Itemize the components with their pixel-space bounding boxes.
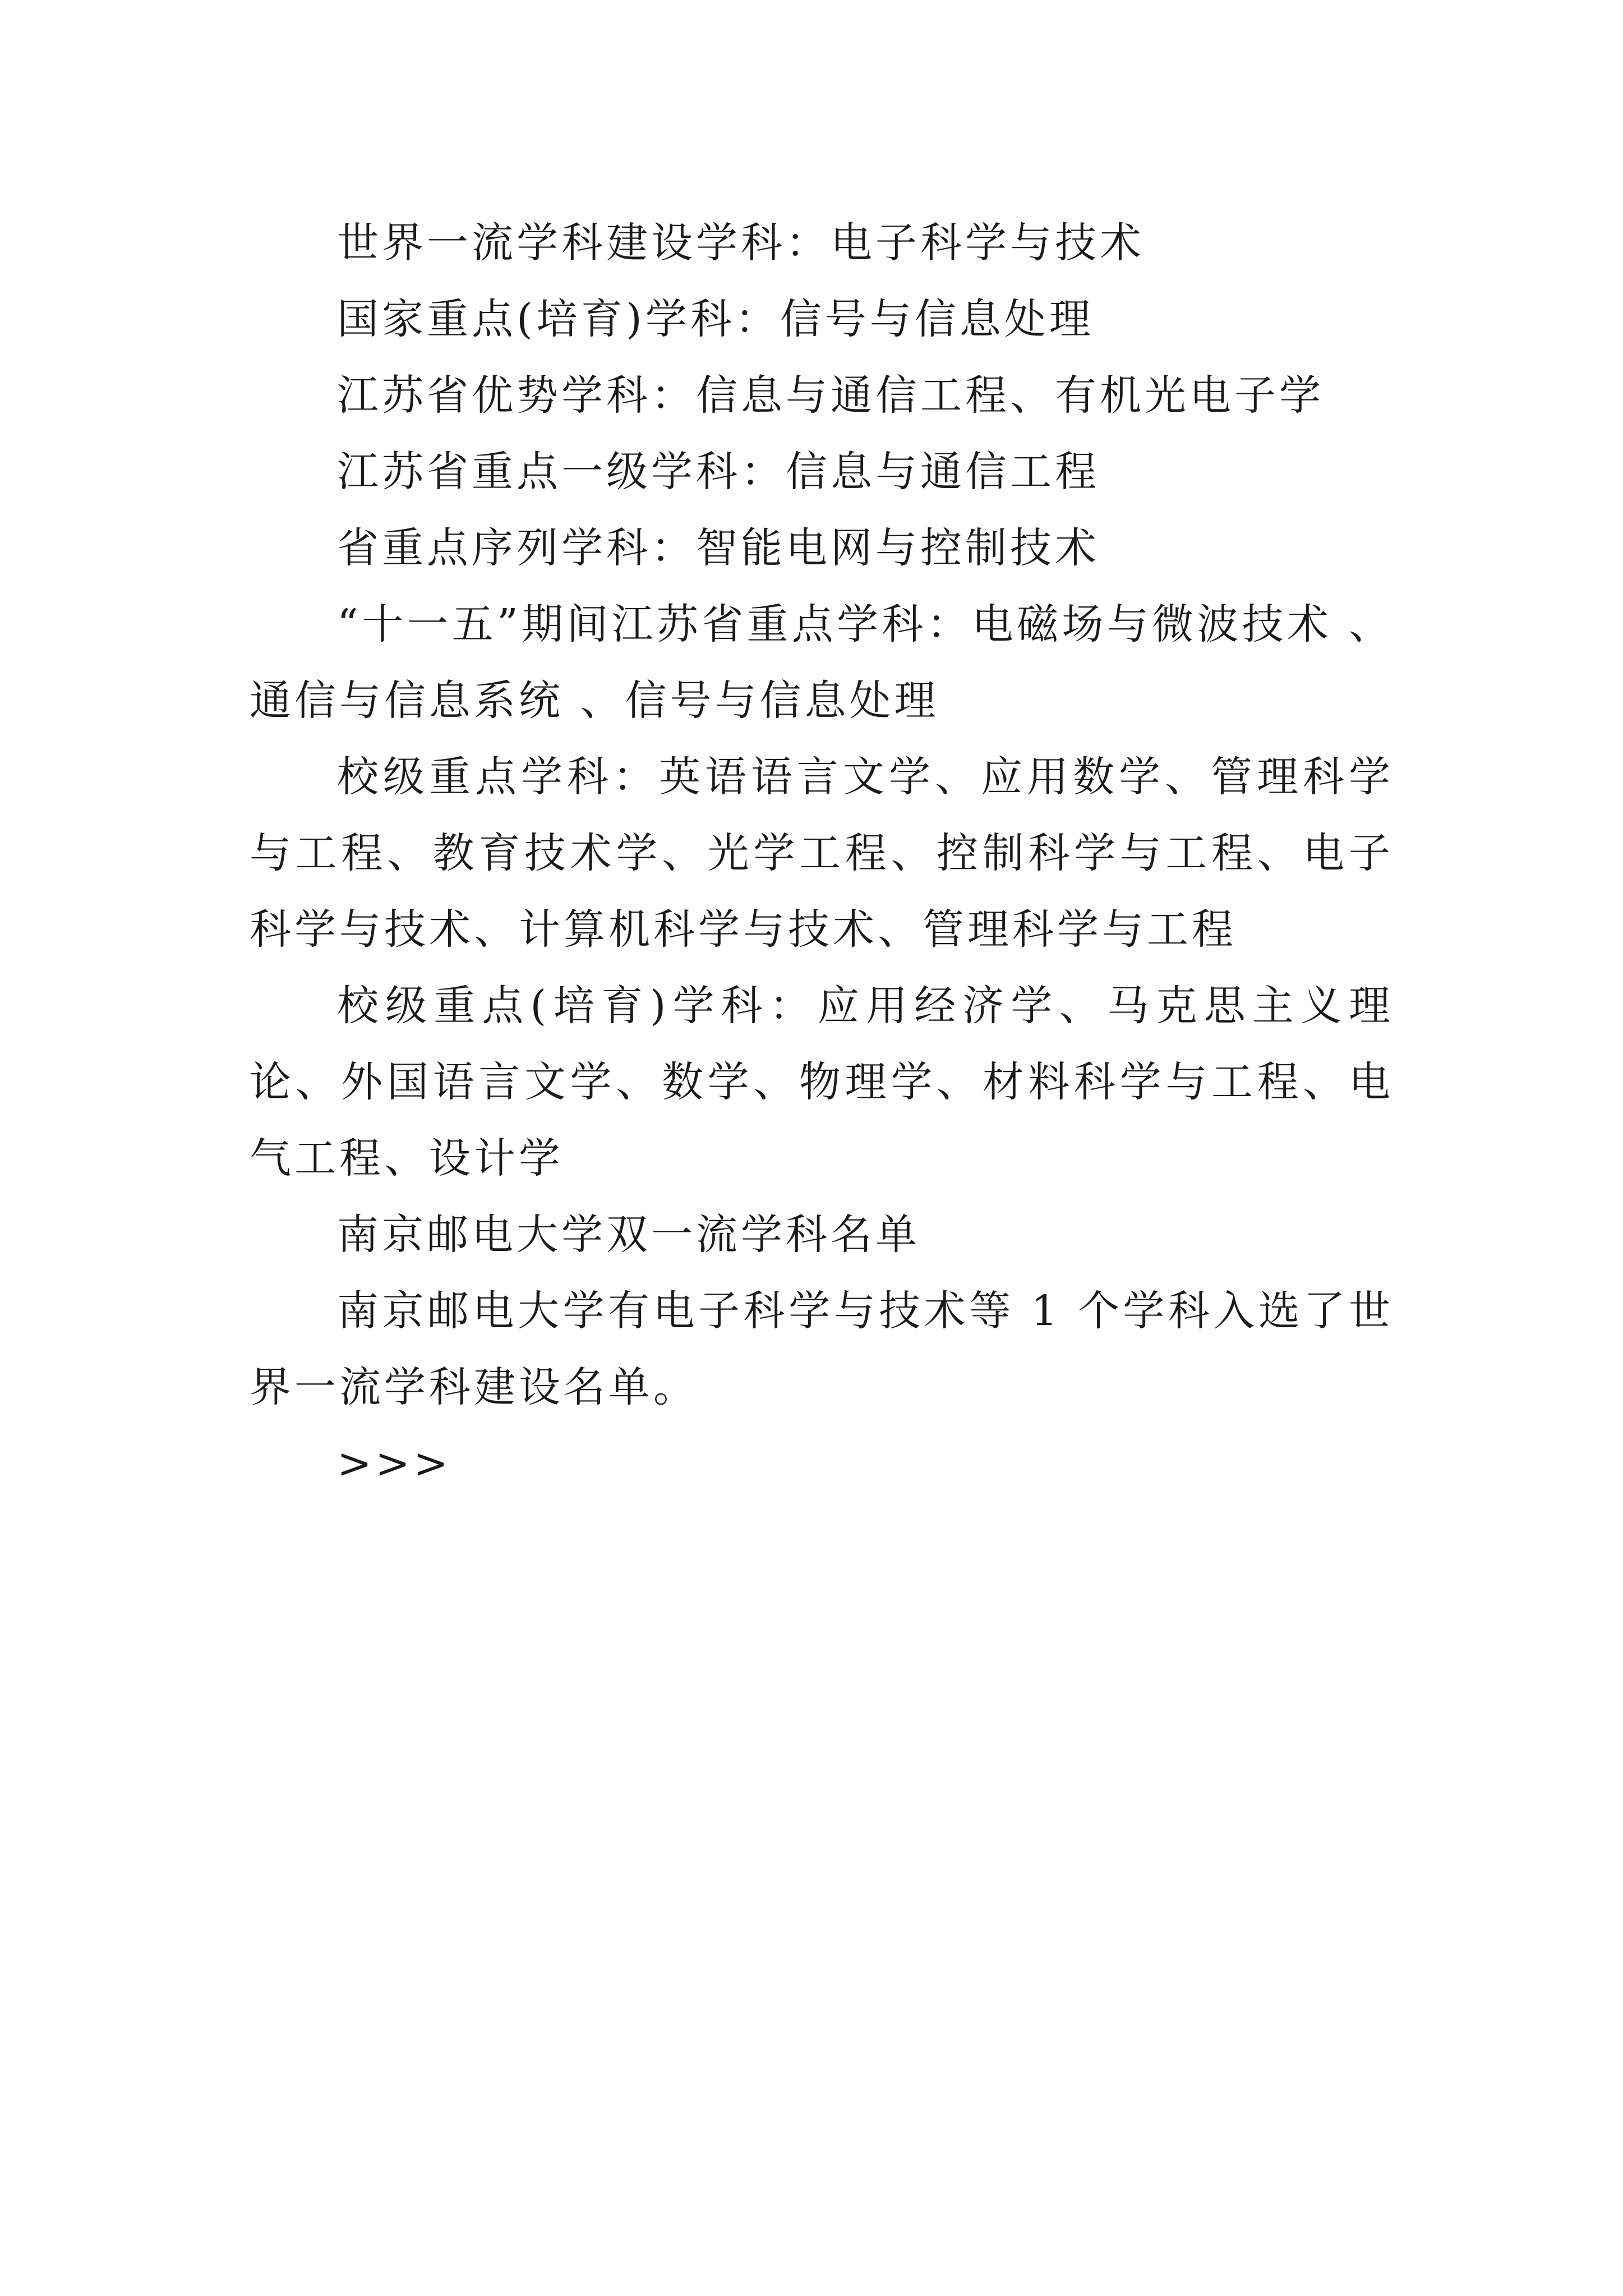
paragraph-provincial-key-sequence: 省重点序列学科：智能电网与控制技术 <box>337 524 1100 572</box>
paragraph-double-first-class-summary: 南京邮电大学有电子科学与技术等 1 个学科入选了世界一流学科建设名单。 <box>250 1287 1394 1411</box>
paragraph-national-key-discipline: 国家重点(培育)学科：信号与信息处理 <box>337 295 1094 343</box>
document-body <box>250 205 1394 1502</box>
paragraph-world-class-discipline: 世界一流学科建设学科：电子科学与技术 <box>337 219 1145 267</box>
paragraph-school-key-cultivation: 校级重点(培育)学科：应用经济学、马克思主义理论、外国语言文学、数学、物理学、材料科学与工程、电气工程、设计学 <box>250 982 1394 1182</box>
paragraph-school-key-discipline: 校级重点学科：英语语言文学、应用数学、管理科学与工程、教育技术学、光学工程、控制科学与工程、电子科学与技术、计算机科学与技术、管理科学与工程 <box>250 753 1394 954</box>
paragraph-eleventh-five-year-key: “十一五”期间江苏省重点学科：电磁场与微波技术 、通信与信息系统 、信号与信息处理 <box>250 600 1394 725</box>
paragraph-jiangsu-advantage-discipline: 江苏省优势学科：信息与通信工程、有机光电子学 <box>337 371 1324 420</box>
paragraph-double-first-class-heading: 南京邮电大学双一流学科名单 <box>337 1211 920 1259</box>
paragraph-jiangsu-key-first-level: 江苏省重点一级学科：信息与通信工程 <box>337 448 1100 496</box>
more-arrows-text: >>> <box>337 1439 452 1488</box>
